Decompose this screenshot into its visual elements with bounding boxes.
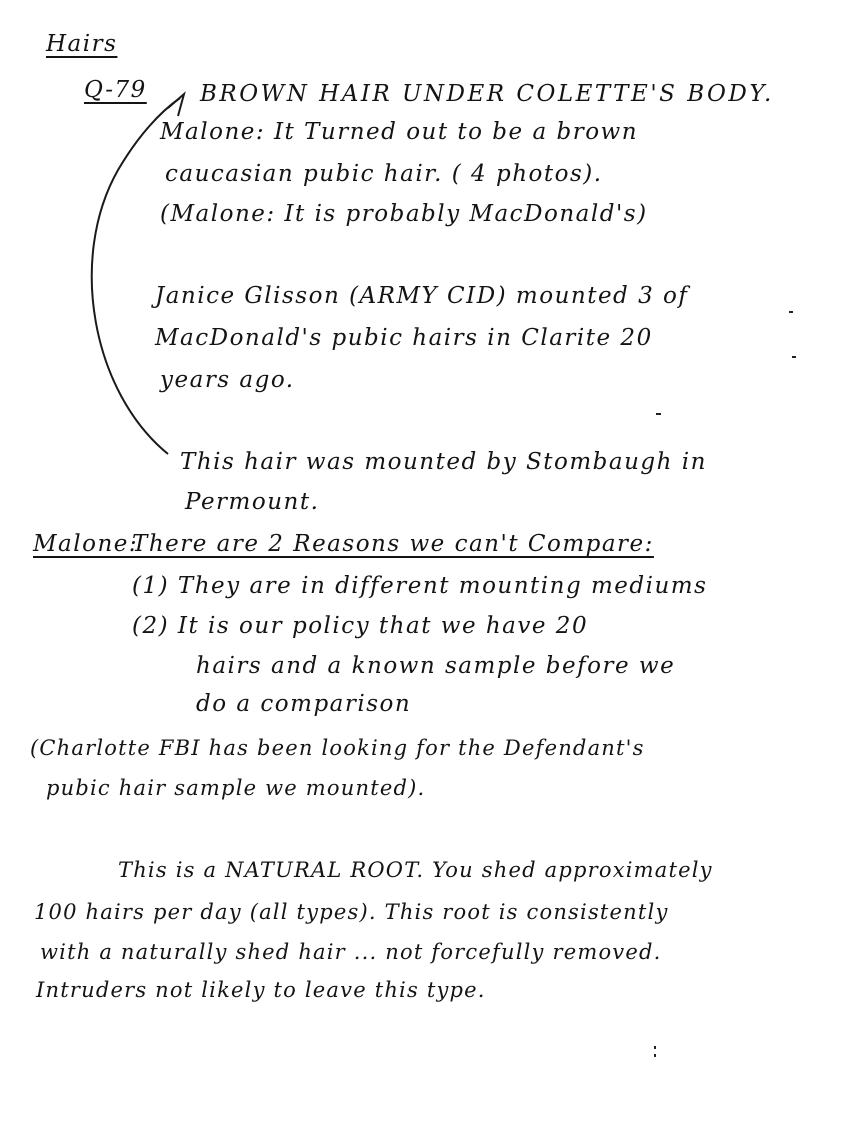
reason-2-line-2: hairs and a known sample before we: [196, 653, 676, 679]
paragraph-3-line-2: Permount.: [185, 489, 320, 515]
item-description: BROWN HAIR UNDER COLETTE'S BODY.: [200, 81, 774, 107]
paragraph-4-line-1: This is a NATURAL ROOT. You shed approximately: [118, 858, 713, 882]
paragraph-1-line-3: (Malone: It is probably MacDonald's): [160, 201, 648, 227]
heading: Hairs: [46, 31, 118, 57]
paragraph-4-line-3: with a naturally shed hair ... not forcefully removed.: [40, 940, 662, 964]
aside-line-2: pubic hair sample we mounted).: [46, 776, 426, 800]
scan-mark: [654, 1046, 656, 1049]
paragraph-1-line-1: Malone: It Turned out to be a brown: [160, 119, 639, 145]
malone-label: Malone:: [33, 531, 139, 557]
paragraph-2-line-1: Janice Glisson (ARMY CID) mounted 3 of: [155, 283, 689, 309]
reason-2-line-1: (2) It is our policy that we have 20: [132, 613, 589, 639]
scan-mark: [789, 311, 793, 313]
item-id: Q-79: [84, 77, 147, 103]
scan-mark: [656, 413, 661, 415]
scan-mark: [792, 356, 796, 358]
paragraph-3-line-1: This hair was mounted by Stombaugh in: [180, 449, 707, 475]
scan-mark: [654, 1054, 656, 1057]
aside-line-1: (Charlotte FBI has been looking for the Defendant's: [30, 736, 645, 760]
paragraph-4-line-2: 100 hairs per day (all types). This root is consistently: [34, 900, 669, 924]
reasons-intro: There are 2 Reasons we can't Compare:: [132, 531, 654, 557]
reason-1: (1) They are in different mounting mediums: [132, 573, 708, 599]
reason-2-line-3: do a comparison: [196, 691, 412, 717]
paragraph-4-line-4: Intruders not likely to leave this type.: [36, 978, 486, 1002]
paragraph-2-line-2: MacDonald's pubic hairs in Clarite 20: [155, 325, 653, 351]
paragraph-2-line-3: years ago.: [160, 367, 295, 393]
paragraph-1-line-2: caucasian pubic hair. ( 4 photos).: [165, 161, 603, 187]
